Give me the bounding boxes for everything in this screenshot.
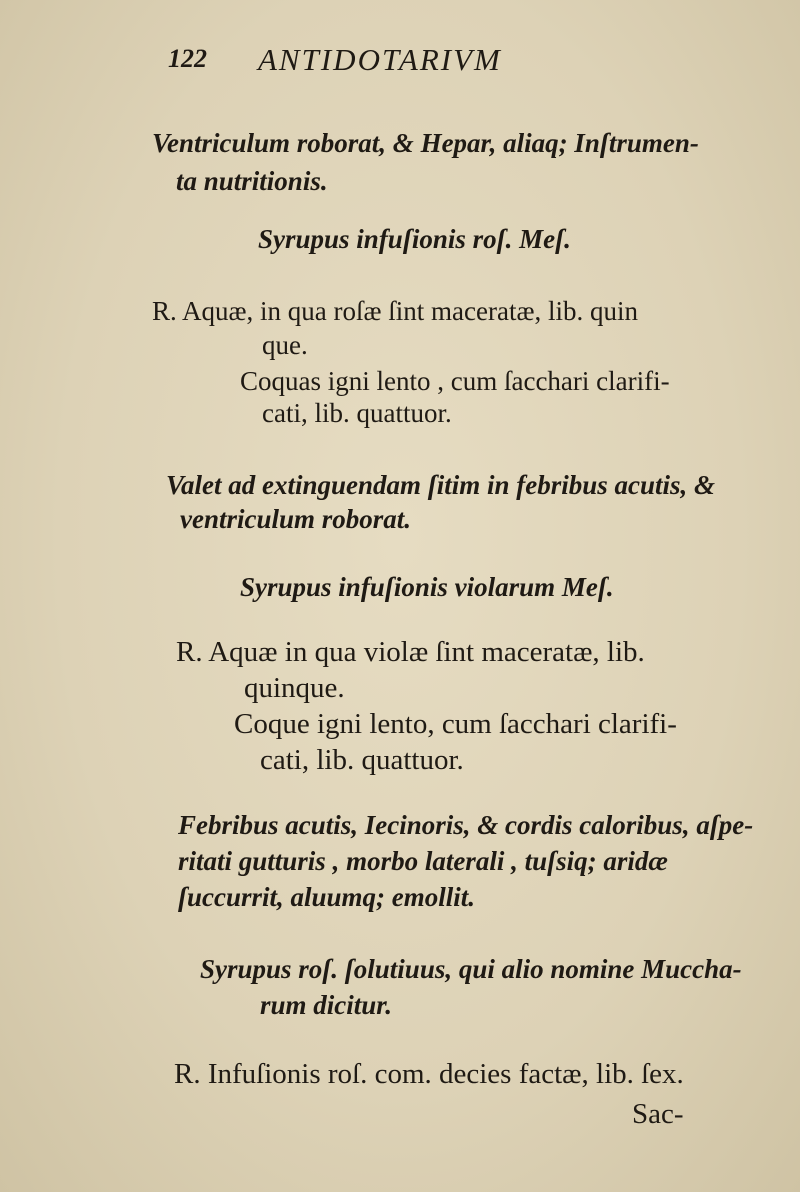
note-line: Valet ad extinguendam ſitim in febribus acutis, & (166, 470, 716, 500)
note-line: ſuccurrit, aluumq; emollit. (178, 882, 476, 912)
note-line: ta nutritionis. (176, 166, 328, 196)
page-header (168, 42, 668, 82)
recipe-line: que. (262, 330, 308, 360)
recipe-heading: rum dicitur. (260, 990, 393, 1020)
recipe-line: R. Aquæ in qua violæ ſint maceratæ, lib. (176, 636, 645, 668)
recipe-line: cati, lib. quattuor. (262, 398, 452, 428)
recipe-line: R. Infuſionis roſ. com. decies factæ, lib. ſex. (174, 1058, 684, 1090)
recipe-line: cati, lib. quattuor. (260, 744, 464, 776)
recipe-heading: Syrupus infuſionis roſ. Meſ. (258, 224, 571, 254)
recipe-heading: Syrupus roſ. ſolutiuus, qui alio nomine Muccha- (200, 954, 742, 984)
recipe-line: R. Aquæ, in qua roſæ ſint maceratæ, lib. quin (152, 296, 638, 326)
catchword: Sac- (632, 1098, 684, 1130)
note-line: ritati gutturis , morbo laterali , tuſsiq; aridæ (178, 846, 668, 876)
running-title: ANTIDOTARIVM (258, 42, 502, 77)
recipe-line: quinque. (244, 672, 345, 704)
recipe-heading: Syrupus infuſionis violarum Meſ. (240, 572, 614, 602)
recipe-line: Coquas igni lento , cum ſacchari clarifi- (240, 366, 670, 396)
note-line: Febribus acutis, Iecinoris, & cordis caloribus, aſpe- (178, 810, 754, 840)
note-line: ventriculum roborat. (180, 504, 412, 534)
recipe-line: Coque igni lento, cum ſacchari clarifi- (234, 708, 677, 740)
note-line: Ventriculum roborat, & Hepar, aliaq; Inſtrumen- (152, 128, 699, 158)
page-number: 122 (168, 44, 207, 73)
